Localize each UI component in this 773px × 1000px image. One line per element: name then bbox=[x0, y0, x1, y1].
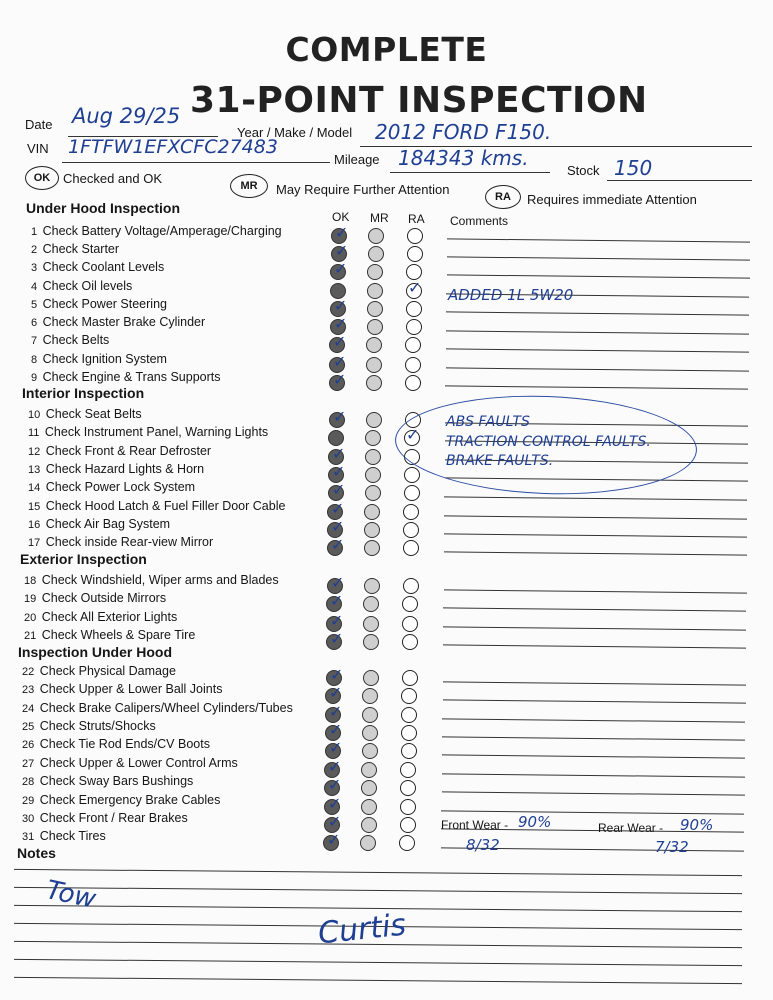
handwritten-check-icon: ✓ bbox=[330, 611, 344, 630]
item-label: Check Starter bbox=[42, 242, 120, 256]
vin-line bbox=[62, 162, 330, 163]
item-number: 10 bbox=[28, 409, 41, 421]
ra-circle-20[interactable] bbox=[402, 616, 418, 632]
item-row-25 bbox=[22, 719, 156, 733]
ra-circle-6[interactable] bbox=[406, 319, 422, 335]
notes-label: Notes bbox=[17, 845, 56, 861]
handwritten-check-icon: ✓ bbox=[406, 425, 420, 444]
item-row-20 bbox=[24, 610, 177, 624]
handwritten-check-icon: ✓ bbox=[333, 332, 347, 351]
section-inspection-under-hood: Inspection Under Hood bbox=[18, 644, 172, 660]
legend-mr-text: May Require Further Attention bbox=[276, 182, 450, 197]
mr-circle-18[interactable] bbox=[364, 578, 380, 594]
item-number: 4 bbox=[31, 281, 38, 293]
signature: Curtis bbox=[316, 907, 408, 952]
item-number: 16 bbox=[28, 519, 41, 531]
comment-line bbox=[446, 348, 749, 352]
item-row-5 bbox=[31, 297, 167, 311]
stock-value: 150 bbox=[614, 156, 653, 180]
rear-wear-value: 90% bbox=[680, 816, 714, 834]
item-number: 1 bbox=[31, 226, 38, 238]
item-row-21 bbox=[24, 628, 195, 642]
comment-line bbox=[446, 311, 749, 315]
item-number: 24 bbox=[22, 703, 35, 715]
comment-line bbox=[443, 626, 746, 630]
item-row-18 bbox=[24, 573, 279, 587]
item-row-4 bbox=[31, 279, 132, 293]
handwritten-check-icon: ✓ bbox=[333, 370, 347, 389]
mr-circle-1[interactable] bbox=[368, 228, 384, 244]
comment-line bbox=[446, 367, 749, 371]
comment-line bbox=[443, 699, 746, 703]
handwritten-check-icon: ✓ bbox=[335, 223, 349, 242]
item-number: 29 bbox=[22, 795, 35, 807]
mr-circle-24[interactable] bbox=[362, 707, 378, 723]
ra-circle-19[interactable] bbox=[402, 596, 418, 612]
item-row-17 bbox=[28, 535, 213, 549]
item-row-29 bbox=[22, 793, 220, 807]
ra-circle-7[interactable] bbox=[405, 337, 421, 353]
comment-line bbox=[442, 718, 745, 722]
mr-circle-17[interactable] bbox=[364, 540, 380, 556]
section-exterior: Exterior Inspection bbox=[20, 551, 147, 567]
handwritten-check-icon: ✓ bbox=[328, 794, 342, 813]
notes-handwritten: Tow bbox=[43, 875, 99, 915]
legend-ok-text: Checked and OK bbox=[63, 171, 163, 186]
stock-line bbox=[607, 180, 752, 181]
item-number: 23 bbox=[22, 684, 35, 696]
item-row-15 bbox=[28, 499, 285, 513]
item-label: Check Oil levels bbox=[42, 279, 133, 293]
item-label: Check Ignition System bbox=[42, 352, 167, 366]
mr-circle-2[interactable] bbox=[368, 246, 384, 262]
comment-line bbox=[443, 644, 746, 648]
handwritten-check-icon: ✓ bbox=[335, 241, 349, 260]
handwritten-check-icon: ✓ bbox=[332, 444, 346, 463]
item-label: Check Wheels & Spare Tire bbox=[41, 628, 196, 642]
handwritten-check-icon: ✓ bbox=[334, 314, 348, 333]
item-number: 17 bbox=[28, 537, 41, 549]
handwritten-check-icon: ✓ bbox=[328, 775, 342, 794]
col-header-mr: MR bbox=[370, 211, 389, 225]
item-number: 14 bbox=[28, 482, 41, 494]
mr-circle-5[interactable] bbox=[367, 301, 383, 317]
ra-circle-13[interactable] bbox=[404, 467, 420, 483]
item-row-27 bbox=[22, 756, 238, 770]
item-row-23 bbox=[22, 682, 222, 696]
handwritten-check-icon: ✓ bbox=[330, 665, 344, 684]
item-label: Check Physical Damage bbox=[39, 664, 176, 678]
ra-circle-14[interactable] bbox=[404, 485, 420, 501]
item-row-8 bbox=[31, 352, 167, 366]
vin-value: 1FTFW1EFXCFC27483 bbox=[68, 136, 278, 158]
ra-circle-21[interactable] bbox=[402, 634, 418, 650]
item-row-26 bbox=[22, 737, 210, 751]
handwritten-check-icon: ✓ bbox=[333, 352, 347, 371]
notes-line bbox=[14, 887, 742, 894]
date-value: Aug 29/25 bbox=[72, 104, 181, 128]
legend-mr-badge: MR bbox=[230, 174, 268, 198]
item-label: Check Windshield, Wiper arms and Blades bbox=[41, 573, 279, 587]
ra-circle-1[interactable] bbox=[407, 228, 423, 244]
stock-label: Stock bbox=[567, 163, 600, 178]
notes-line bbox=[14, 869, 742, 876]
item-row-9 bbox=[31, 370, 220, 384]
comment-line bbox=[441, 810, 744, 814]
ra-circle-25[interactable] bbox=[401, 725, 417, 741]
ra-circle-30[interactable] bbox=[400, 817, 416, 833]
item-row-1 bbox=[31, 224, 282, 238]
ymm-label: Year / Make / Model bbox=[237, 125, 353, 140]
ra-circle-22[interactable] bbox=[402, 670, 418, 686]
mr-circle-21[interactable] bbox=[363, 634, 379, 650]
comment-oil: ADDED 1L 5W20 bbox=[448, 286, 574, 304]
handwritten-check-icon: ✓ bbox=[334, 296, 348, 315]
ra-circle-5[interactable] bbox=[406, 301, 422, 317]
ra-circle-31[interactable] bbox=[399, 835, 415, 851]
mr-circle-6[interactable] bbox=[367, 319, 383, 335]
comment-line bbox=[444, 551, 747, 555]
item-number: 27 bbox=[22, 758, 35, 770]
rear-tread-depth: 7/32 bbox=[655, 838, 689, 856]
item-row-31 bbox=[22, 829, 106, 843]
comment-line bbox=[444, 496, 747, 500]
item-label: Check Hood Latch & Fuel Filler Door Cable bbox=[45, 499, 286, 513]
item-number: 11 bbox=[28, 427, 40, 439]
item-number: 6 bbox=[31, 317, 38, 329]
mileage-label: Mileage bbox=[334, 152, 380, 167]
item-number: 19 bbox=[24, 593, 37, 605]
handwritten-check-icon: ✓ bbox=[330, 591, 344, 610]
item-row-10 bbox=[28, 407, 142, 421]
item-row-7 bbox=[31, 333, 109, 347]
mr-circle-16[interactable] bbox=[364, 522, 380, 538]
item-label: Check inside Rear-view Mirror bbox=[45, 535, 214, 549]
handwritten-check-icon: ✓ bbox=[333, 407, 347, 426]
mr-circle-26[interactable] bbox=[362, 743, 378, 759]
item-label: Check Struts/Shocks bbox=[39, 719, 156, 733]
item-row-2 bbox=[31, 242, 119, 256]
item-row-6 bbox=[31, 315, 205, 329]
item-label: Check All Exterior Lights bbox=[41, 610, 178, 624]
notes-line bbox=[14, 959, 742, 966]
item-label: Check Hazard Lights & Horn bbox=[45, 462, 205, 476]
col-header-ra: RA bbox=[408, 212, 425, 226]
ra-circle-28[interactable] bbox=[400, 780, 416, 796]
item-label: Check Power Lock System bbox=[45, 480, 196, 494]
handwritten-check-icon: ✓ bbox=[332, 462, 346, 481]
comment-line bbox=[444, 589, 747, 593]
mr-circle-8[interactable] bbox=[366, 357, 382, 373]
comment-line bbox=[445, 385, 748, 389]
mr-circle-14[interactable] bbox=[365, 485, 381, 501]
handwritten-check-icon: ✓ bbox=[329, 702, 343, 721]
comment-abs: ABS FAULTS bbox=[446, 414, 530, 430]
item-label: Check Belts bbox=[42, 333, 110, 347]
handwritten-check-icon: ✓ bbox=[331, 499, 345, 518]
ra-circle-24[interactable] bbox=[401, 707, 417, 723]
item-label: Check Upper & Lower Control Arms bbox=[39, 756, 238, 770]
item-row-28 bbox=[22, 774, 193, 788]
handwritten-check-icon: ✓ bbox=[331, 535, 345, 554]
item-row-13 bbox=[28, 462, 204, 476]
notes-line bbox=[14, 977, 742, 984]
mr-circle-19[interactable] bbox=[363, 596, 379, 612]
item-label: Check Air Bag System bbox=[45, 517, 171, 531]
handwritten-check-icon: ✓ bbox=[331, 517, 345, 536]
mr-circle-7[interactable] bbox=[366, 337, 382, 353]
mr-circle-10[interactable] bbox=[366, 412, 382, 428]
item-label: Check Emergency Brake Cables bbox=[39, 793, 221, 807]
comment-brake: BRAKE FAULTS. bbox=[446, 453, 554, 469]
item-number: 25 bbox=[22, 721, 35, 733]
item-number: 30 bbox=[22, 813, 35, 825]
comment-line bbox=[442, 754, 745, 758]
ra-circle-15[interactable] bbox=[403, 504, 419, 520]
handwritten-check-icon: ✓ bbox=[331, 573, 345, 592]
item-row-22 bbox=[22, 664, 176, 678]
item-label: Check Power Steering bbox=[42, 297, 167, 311]
handwritten-check-icon: ✓ bbox=[327, 830, 341, 849]
comment-line bbox=[444, 515, 747, 519]
ra-circle-17[interactable] bbox=[403, 540, 419, 556]
mr-circle-25[interactable] bbox=[362, 725, 378, 741]
item-number: 26 bbox=[22, 739, 35, 751]
handwritten-check-icon: ✓ bbox=[329, 683, 343, 702]
mr-circle-31[interactable] bbox=[360, 835, 376, 851]
mr-circle-9[interactable] bbox=[366, 375, 382, 391]
col-header-comments: Comments bbox=[450, 214, 509, 228]
item-label: Check Brake Calipers/Wheel Cylinders/Tubes bbox=[39, 701, 293, 715]
handwritten-check-icon: ✓ bbox=[332, 480, 346, 499]
item-row-14 bbox=[28, 480, 195, 494]
handwritten-check-icon: ✓ bbox=[328, 812, 342, 831]
item-label: Check Upper & Lower Ball Joints bbox=[39, 682, 223, 696]
item-label: Check Engine & Trans Supports bbox=[42, 370, 221, 384]
item-label: Check Master Brake Cylinder bbox=[42, 315, 206, 329]
mr-circle-27[interactable] bbox=[361, 762, 377, 778]
item-number: 5 bbox=[31, 299, 38, 311]
section-under-hood: Under Hood Inspection bbox=[26, 200, 180, 216]
comment-line bbox=[447, 238, 750, 242]
mileage-value: 184343 kms. bbox=[398, 146, 529, 170]
comment-line bbox=[444, 533, 747, 537]
col-header-ok: OK bbox=[332, 210, 350, 224]
ra-circle-29[interactable] bbox=[400, 799, 416, 815]
front-tread-depth: 8/32 bbox=[466, 836, 500, 854]
item-number: 28 bbox=[22, 776, 35, 788]
comment-line bbox=[442, 736, 745, 740]
legend-ra-badge: RA bbox=[485, 185, 521, 209]
mr-circle-12[interactable] bbox=[365, 449, 381, 465]
item-label: Check Sway Bars Bushings bbox=[39, 774, 194, 788]
item-number: 9 bbox=[31, 372, 38, 384]
comment-line bbox=[443, 607, 746, 611]
item-number: 2 bbox=[31, 244, 38, 256]
vin-label: VIN bbox=[27, 141, 49, 156]
item-label: Check Seat Belts bbox=[45, 407, 142, 421]
mr-circle-22[interactable] bbox=[363, 670, 379, 686]
item-label: Check Front / Rear Brakes bbox=[39, 811, 188, 825]
item-number: 12 bbox=[28, 446, 41, 458]
item-row-16 bbox=[28, 517, 170, 531]
handwritten-check-icon: ✓ bbox=[329, 738, 343, 757]
item-number: 3 bbox=[31, 262, 38, 274]
ra-circle-8[interactable] bbox=[405, 357, 421, 373]
comment-line bbox=[446, 330, 749, 334]
item-number: 8 bbox=[31, 354, 38, 366]
ra-circle-18[interactable] bbox=[403, 578, 419, 594]
mr-circle-20[interactable] bbox=[363, 616, 379, 632]
mr-circle-13[interactable] bbox=[365, 467, 381, 483]
comment-line bbox=[447, 274, 750, 278]
comment-line bbox=[442, 773, 745, 777]
mr-circle-15[interactable] bbox=[364, 504, 380, 520]
handwritten-check-icon: ✓ bbox=[329, 720, 343, 739]
comment-line bbox=[447, 256, 750, 260]
item-number: 13 bbox=[28, 464, 41, 476]
item-number: 22 bbox=[22, 666, 35, 678]
ra-circle-2[interactable] bbox=[407, 246, 423, 262]
ymm-value: 2012 FORD F150. bbox=[375, 120, 552, 144]
mr-circle-3[interactable] bbox=[367, 264, 383, 280]
rear-wear-label: Rear Wear - bbox=[598, 821, 664, 835]
item-label: Check Tie Rod Ends/CV Boots bbox=[39, 737, 210, 751]
legend-ok-badge: OK bbox=[25, 166, 59, 190]
item-number: 21 bbox=[24, 630, 37, 642]
item-number: 18 bbox=[24, 575, 37, 587]
front-wear-value: 90% bbox=[518, 813, 552, 831]
item-number: 15 bbox=[28, 501, 41, 513]
handwritten-check-icon: ✓ bbox=[330, 629, 344, 648]
handwritten-check-icon: ✓ bbox=[328, 757, 342, 776]
mr-circle-11[interactable] bbox=[365, 430, 381, 446]
mr-circle-30[interactable] bbox=[361, 817, 377, 833]
ra-circle-27[interactable] bbox=[400, 762, 416, 778]
mr-circle-28[interactable] bbox=[361, 780, 377, 796]
ra-circle-26[interactable] bbox=[401, 743, 417, 759]
item-label: Check Outside Mirrors bbox=[41, 591, 167, 605]
item-row-3 bbox=[31, 260, 164, 274]
ra-circle-16[interactable] bbox=[403, 522, 419, 538]
item-label: Check Battery Voltage/Amperage/Charging bbox=[42, 224, 282, 238]
comment-line bbox=[443, 681, 746, 685]
comment-line bbox=[442, 791, 745, 795]
mr-circle-29[interactable] bbox=[361, 799, 377, 815]
item-number: 31 bbox=[22, 831, 35, 843]
item-row-24 bbox=[22, 701, 293, 715]
date-label: Date bbox=[25, 117, 53, 132]
item-row-30 bbox=[22, 811, 188, 825]
mileage-line bbox=[390, 172, 550, 173]
mr-circle-4[interactable] bbox=[367, 283, 383, 299]
section-interior: Interior Inspection bbox=[22, 385, 145, 401]
handwritten-check-icon: ✓ bbox=[408, 278, 422, 297]
front-wear-label: Front Wear - bbox=[441, 818, 509, 832]
comment-traction: TRACTION CONTROL FAULTS. bbox=[446, 434, 651, 450]
ra-circle-23[interactable] bbox=[401, 688, 417, 704]
item-row-12 bbox=[28, 444, 211, 458]
item-label: Check Instrument Panel, Warning Lights bbox=[44, 425, 269, 439]
item-number: 20 bbox=[24, 612, 37, 624]
title-line-1: COMPLETE bbox=[285, 30, 488, 69]
ra-circle-9[interactable] bbox=[405, 375, 421, 391]
handwritten-check-icon: ✓ bbox=[334, 259, 348, 278]
item-number: 7 bbox=[31, 335, 38, 347]
item-label: Check Coolant Levels bbox=[42, 260, 165, 274]
item-row-19 bbox=[24, 591, 166, 605]
title-line-2: 31-POINT INSPECTION bbox=[190, 80, 648, 121]
item-label: Check Front & Rear Defroster bbox=[45, 444, 212, 458]
legend-ra-text: Requires immediate Attention bbox=[527, 192, 697, 207]
item-row-11 bbox=[28, 425, 268, 439]
item-label: Check Tires bbox=[39, 829, 106, 843]
mr-circle-23[interactable] bbox=[362, 688, 378, 704]
